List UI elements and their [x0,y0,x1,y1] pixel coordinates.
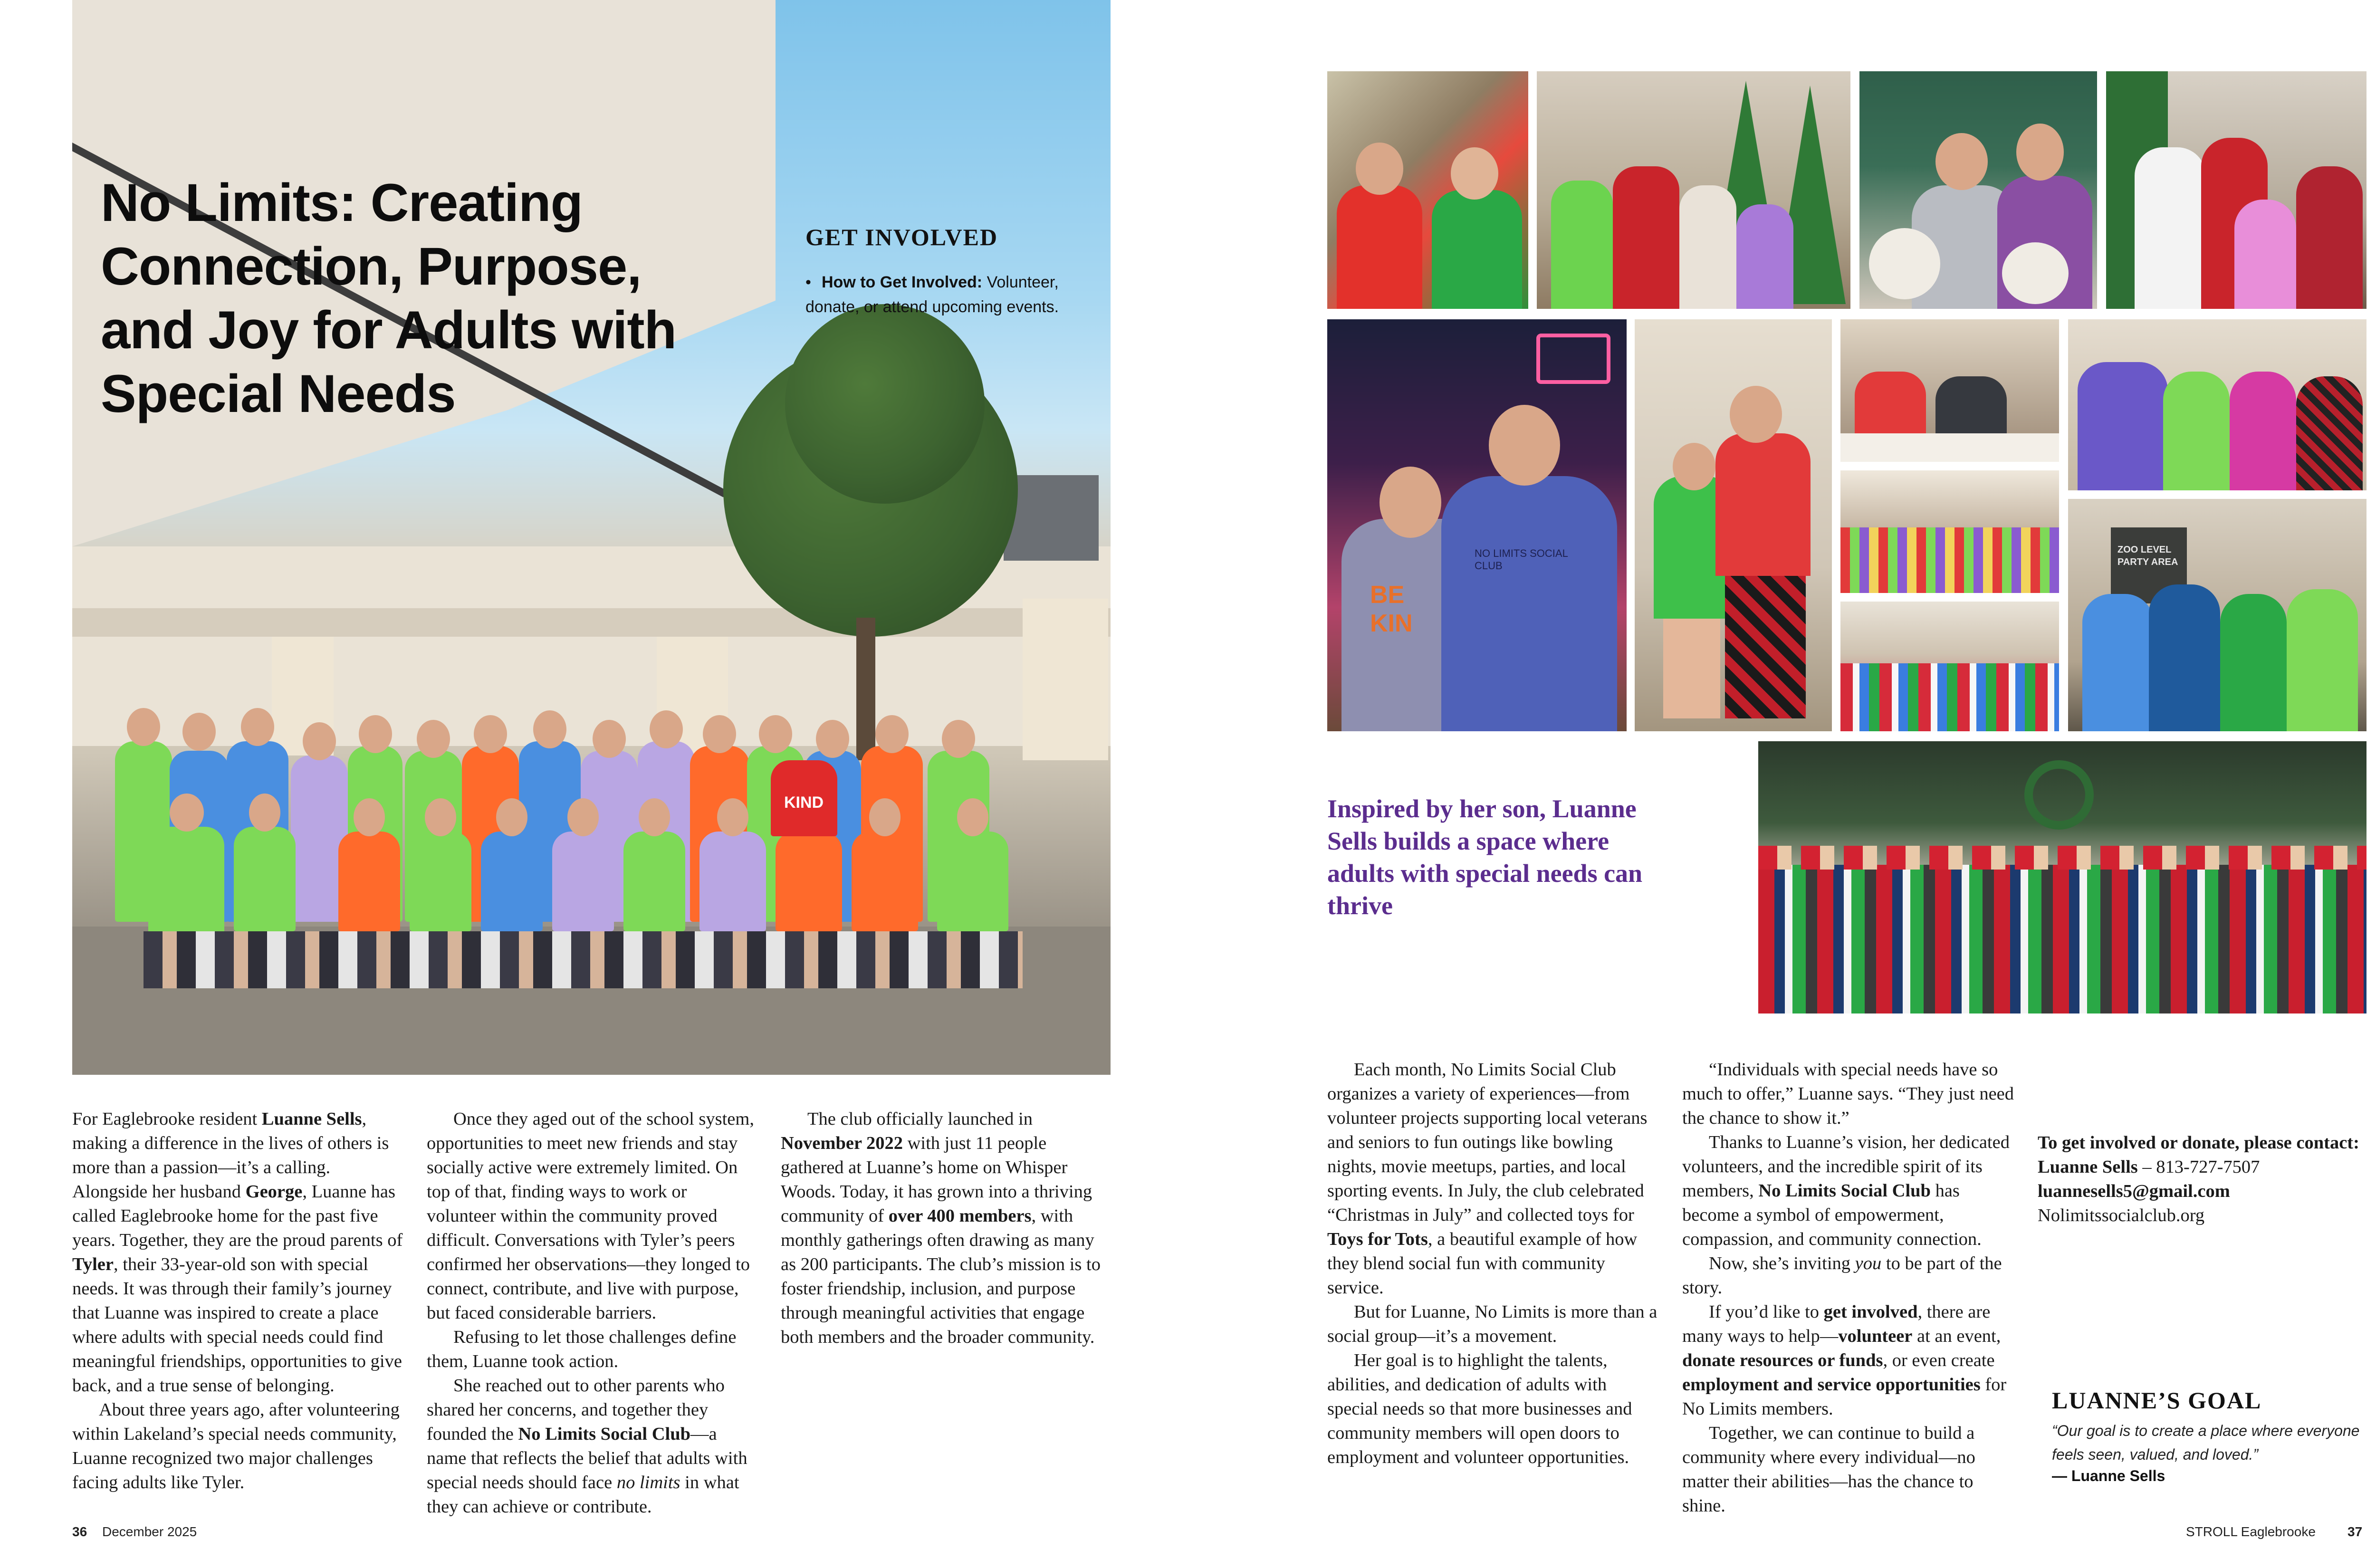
head [425,798,456,836]
head [1730,386,1782,443]
body-column-5 [1682,1058,2015,1518]
social-club-shirt-label: NO LIMITS SOCIAL CLUB [1475,547,1568,572]
contact-email[interactable]: luannesells5@gmail.com [2038,1181,2230,1201]
person [410,832,471,931]
legs [1663,619,1720,718]
hero-group-photo [72,0,1111,1075]
person [1441,476,1617,731]
contact-block [2038,1131,2361,1228]
head [359,715,392,753]
person [2287,589,2358,731]
head [875,715,909,753]
person [1715,433,1811,576]
head [303,722,336,760]
goal-quote: “Our goal is to create a place where everyone feels seen, valued, and loved.” [2052,1422,2360,1463]
left-page-date: December 2025 [102,1524,197,1539]
photo-zoo-party [2068,499,2366,731]
head [241,708,274,746]
person [1551,181,1613,309]
head [816,720,849,758]
head [182,713,216,751]
paragraph: The club officially launched in November 2022 with just 11 people gathered at Luanne’s home on Whisper Woods. Today, it has grown into a thriving community of over 400 members, with monthly gatherings often drawing as many as 200 participants. The club’s mission is to foster friendship, inclusion, and purpose through meaningful activities that engage both members and the broader community. [781,1109,1101,1347]
paragraph: Each month, No Limits Social Club organizes a variety of experiences—from volunteer projects supporting local veterans and seniors to fun outings like bowling nights, movie meetups, parties, and local sporting events. In July, the club celebrated “Christmas in July” and collected toys for Toys for Tots, a beautiful example of how they blend social fun with community service. [1327,1060,1648,1298]
table [1840,433,2059,462]
baby [1869,228,1940,299]
head [496,798,527,836]
person [2149,584,2220,731]
person [776,832,842,931]
photo-dancing [1635,319,1832,731]
head [1935,133,1988,190]
head [957,798,988,836]
head [249,794,280,832]
person [338,832,400,931]
person [552,832,614,931]
paragraph: For Eaglebrooke resident Luanne Sells, making a difference in the lives of others is more than a passion—it’s a calling. Alongside her husband George, Luanne has called Eaglebrooke home for the past five years. Together, they are the proud parents of Tyler, their 33-year-old son with special needs. It was through their family’s journey that Luanne was inspired to create a place where adults with special needs could find meaningful friendships, opportunities to give back, and a true sense of belonging. [72,1109,403,1396]
body-column-2 [427,1107,759,1519]
body-column-4 [1327,1058,1660,1470]
contact-name-phone: Luanne Sells – 813-727-7507 [2038,1157,2260,1177]
head [759,715,792,753]
wreath [2024,760,2094,830]
paragraph: If you’d like to get involved, there are many ways to help—volunteer at an event, donate resources or funds, or even create employment and service opportunities for No Limits members. [1682,1302,2007,1419]
head [417,720,450,758]
santa-hats-row [1758,846,2366,870]
paragraph: Now, she’s inviting you to be part of the story. [1682,1253,2002,1298]
contact-website[interactable]: Nolimitssocialclub.org [2038,1205,2205,1225]
paragraph: Her goal is to highlight the talents, abilities, and dedication of adults with special needs so that more businesses and community members will open doors to employment and volunteer opportunities. [1327,1350,1632,1467]
photo-christmas-group [1758,741,2366,1013]
party-area-label: ZOO LEVEL PARTY AREA [2117,545,2178,567]
baby [2002,242,2069,304]
paragraph: “Individuals with special needs have so much to offer,” Luanne says. “They just need the chance to show it.” [1682,1060,2014,1128]
head [533,710,566,748]
head [703,715,736,753]
pillar [1023,599,1108,760]
window [1004,475,1099,561]
crowd [1840,663,2059,731]
head [1451,147,1498,200]
person [852,832,918,931]
kind-shirt-label: KIND [784,794,824,812]
person [2163,372,2230,490]
head [127,708,160,746]
contact-heading: To get involved or donate, please contact: [2038,1133,2359,1153]
head [650,710,683,748]
head [942,720,975,758]
head [1489,405,1560,486]
paragraph: Together, we can continue to build a community where every individual—no matter their abilities—has the chance to shine. [1682,1423,1975,1516]
person [2230,372,2296,490]
person [1337,185,1422,309]
crowd [1840,527,2059,593]
article-title: No Limits: Creating Connection, Purpose, and Joy for Adults with Special Needs [101,173,677,423]
person [2234,200,2296,309]
head [717,798,748,836]
head [2016,124,2064,181]
right-page-number: 37 [2347,1524,2363,1539]
photo-family-babies [1859,71,2097,309]
legs-row [144,931,1023,988]
goal-attribution: — Luanne Sells [2052,1467,2165,1484]
neon-sign [1536,334,1610,384]
photo-be-kind-hug [1327,319,1627,731]
head [593,720,626,758]
santa [1613,166,1679,309]
photo-group-colorful [2068,319,2366,490]
person [2135,147,2206,309]
body-column-1 [72,1107,405,1495]
person [699,832,766,931]
get-involved-heading: GET INVOLVED [805,224,998,250]
body-column-3 [781,1107,1113,1349]
plaid-pants [1725,576,1806,718]
person [148,827,224,936]
head [1673,443,1715,490]
head [1356,143,1403,195]
person [2296,376,2363,490]
head [639,798,670,836]
tree-trunk [856,618,875,760]
person [937,832,1008,931]
goal-heading: LUANNE’S GOAL [2052,1387,2262,1414]
left-page-number: 36 [72,1524,87,1539]
photo-santa-group [1537,71,1850,309]
crowd [1758,865,2366,1013]
person [481,832,543,931]
head [170,794,204,832]
person [1736,204,1793,309]
paragraph: Once they aged out of the school system, opportunities to meet new friends and stay socially active were extremely limited. On top of that, finding ways to work or volunteer within the community proved difficult. Conversations with Tyler’s peers confirmed her observations—they longed to connect, contribute, and live with purpose, but faced considerable barriers. [427,1109,754,1323]
person [1679,185,1736,309]
get-involved-text: Volunteer, donate, or attend upcoming events. [805,273,1059,316]
person [2082,594,2154,731]
photo-table-group [1840,319,2059,462]
person [2220,594,2287,731]
paragraph: Thanks to Luanne’s vision, her dedicated volunteers, and the incredible spirit of its members, No Limits Social Club has become a symbol of empowerment, compassion, and community connection. [1682,1132,2010,1249]
building-portico [72,608,1111,637]
head [1380,467,1441,538]
bullet-icon: • [805,273,811,291]
person [234,827,296,931]
person [2078,362,2168,490]
right-page-publication: STROLL Eaglebrooke [2186,1524,2316,1539]
head [567,798,599,836]
paragraph: But for Luanne, No Limits is more than a social group—it’s a movement. [1327,1302,1657,1346]
person [623,832,685,931]
photo-santa-mrs-claus [2106,71,2366,309]
get-involved-item [805,270,1114,319]
person [1432,190,1522,309]
be-kind-shirt-label: BE KIN [1370,581,1413,637]
photo-dinner-crowd [1840,602,2059,731]
photo-crowd-hall [1840,470,2059,593]
head [869,798,901,836]
paragraph: About three years ago, after volunteering within Lakeland’s special needs community, Luanne recognized two major challenges facing adults like Tyler. [72,1400,400,1492]
mrs-claus [2296,166,2363,309]
tree [785,304,985,504]
head [474,715,507,753]
person-kind-shirt [771,760,837,836]
paragraph: Refusing to let those challenges define them, Luanne took action. [427,1327,737,1371]
head [354,798,385,836]
pull-quote: Inspired by her son, Luanne Sells builds a space where adults with special needs can thrive [1327,794,1643,920]
get-involved-label: How to Get Involved: [822,273,983,291]
paragraph: She reached out to other parents who shared her concerns, and together they founded the No Limits Social Club—a name that reflects the belief that adults with special needs should face no limits in what they can achieve or contribute. [427,1376,747,1517]
photo-friends-christmas [1327,71,1528,309]
